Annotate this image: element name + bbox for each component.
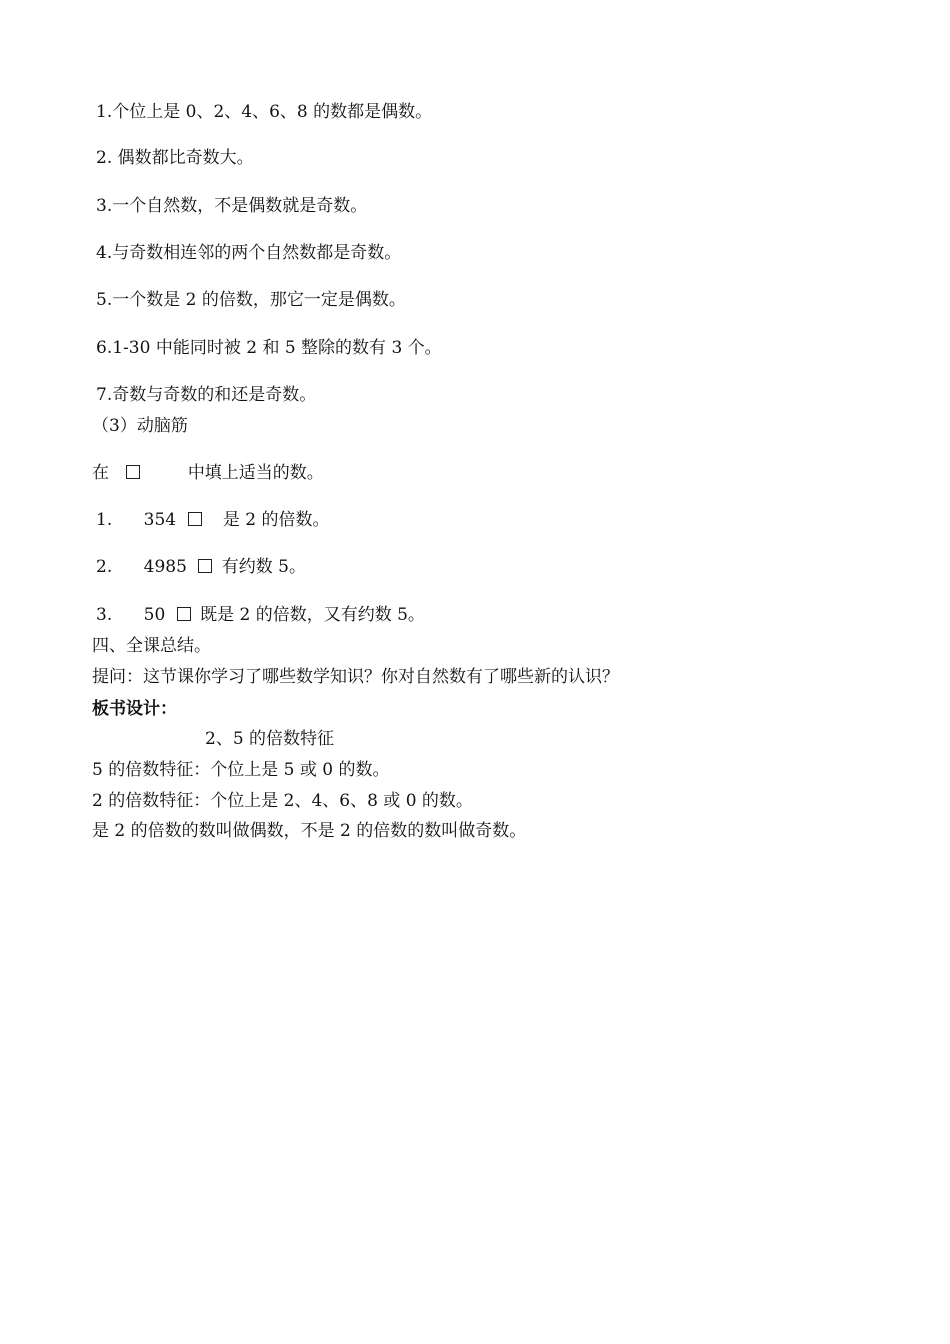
fill-item-value: 50	[143, 605, 166, 625]
fill-item-text: 有约数 5。	[221, 557, 306, 577]
board-line-1: 5 的倍数特征：个位上是 5 或 0 的数。	[92, 760, 390, 780]
instruction-suffix: 中填上适当的数。	[187, 463, 324, 483]
answer-box[interactable]	[188, 512, 202, 526]
fill-item-text: 既是 2 的倍数，又有约数 5。	[200, 605, 425, 625]
judgment-6: 6.1-30 中能同时被 2 和 5 整除的数有 3 个。	[96, 338, 442, 358]
fill-instruction	[92, 462, 324, 484]
judgment-2: 2. 偶数都比奇数大。	[96, 148, 254, 168]
fill-item-value: 4985	[143, 557, 187, 577]
fill-item-3	[96, 604, 425, 626]
answer-box[interactable]	[177, 607, 191, 621]
judgment-7: 7.奇数与奇数的和还是奇数。	[96, 385, 317, 405]
board-line-2: 2 的倍数特征：个位上是 2、4、6、8 或 0 的数。	[92, 791, 473, 811]
fill-item-value: 354	[143, 510, 177, 530]
judgment-5: 5.一个数是 2 的倍数，那它一定是偶数。	[96, 290, 406, 310]
fill-item-number: 2.	[96, 557, 113, 577]
fill-item-number: 3.	[96, 605, 113, 625]
board-line-3: 是 2 的倍数的数叫做偶数，不是 2 的倍数的数叫做奇数。	[92, 821, 527, 841]
fill-item-2	[96, 556, 306, 578]
fill-item-text: 是 2 的倍数。	[222, 510, 330, 530]
board-heading: 2、5 的倍数特征	[205, 729, 335, 749]
answer-box[interactable]	[198, 559, 212, 573]
board-title: 板书设计：	[92, 699, 177, 719]
judgment-3: 3.一个自然数，不是偶数就是奇数。	[96, 196, 368, 216]
instruction-prefix: 在	[92, 463, 109, 483]
blank-box	[126, 465, 140, 479]
fill-item-1	[96, 509, 330, 531]
summary-title: 四、全课总结。	[92, 636, 211, 656]
fill-item-number: 1.	[96, 510, 113, 530]
question-text: 提问：这节课你学习了哪些数学知识？你对自然数有了哪些新的认识？	[92, 667, 619, 687]
judgment-1: 1.个位上是 0、2、4、6、8 的数都是偶数。	[96, 102, 433, 122]
section-title: （3）动脑筋	[92, 416, 188, 436]
judgment-4: 4.与奇数相连邻的两个自然数都是奇数。	[96, 243, 402, 263]
